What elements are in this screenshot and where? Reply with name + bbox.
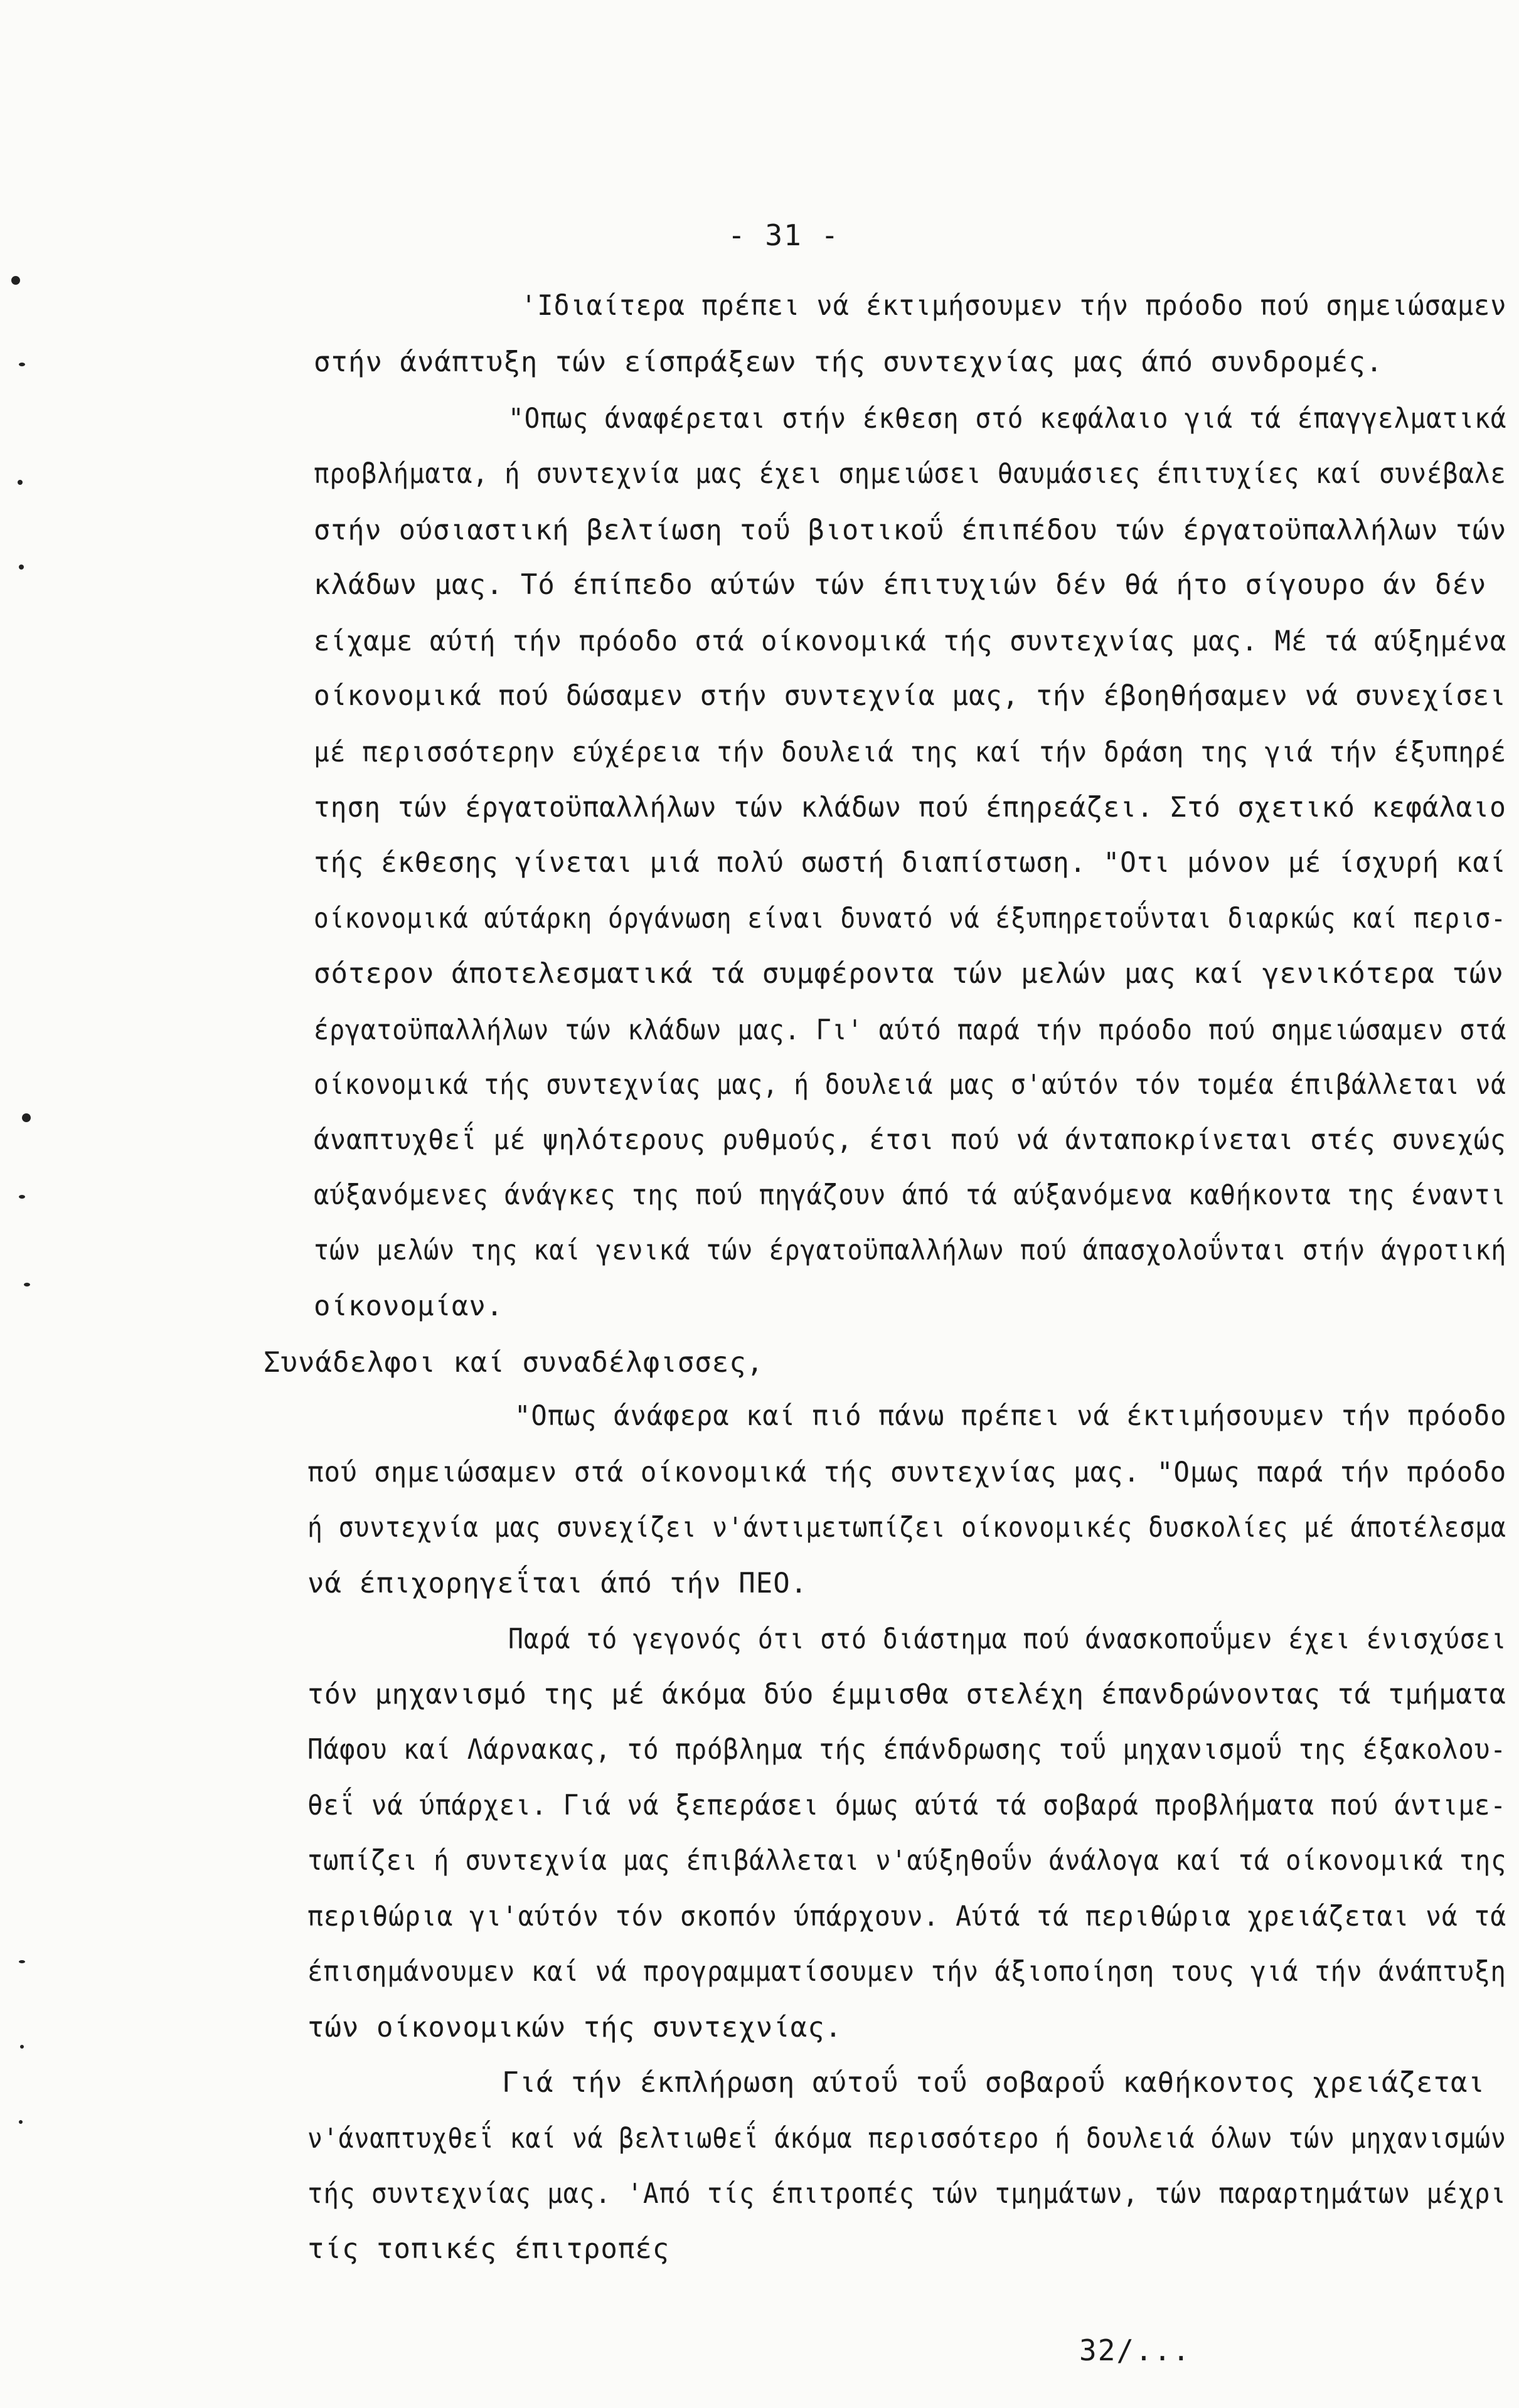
text-line: έργατοϋπαλλήλων τών κλάδων μας. Γι' αύτό παρά τήν πρόοδο πού σημειώσαμεν στά	[314, 1014, 1507, 1046]
text-line: θεΐ νά ύπάρχει. Γιά νά ξεπεράσει όμως αύτά τά σοβαρά προβλήματα πού άντιμε-	[307, 1790, 1506, 1822]
margin-speck	[19, 363, 25, 366]
continuation-marker: 32/...	[1079, 2333, 1191, 2367]
text-line: "Οπως άνάφερα καί πιό πάνω πρέπει νά έκτιμήσουμεν τήν πρόοδο	[514, 1400, 1507, 1432]
margin-speck	[18, 480, 23, 485]
margin-speck	[19, 565, 24, 570]
text-line: τής έκθεσης γίνεται μιά πολύ σωστή διαπίστωση. "Οτι μόνον μέ ίσχυρή καί	[314, 847, 1506, 879]
text-line: οίκονομικά αύτάρκη όργάνωση είναι δυνατό νά έξυπηρετοΰνται διαρκώς καί περισ-	[314, 903, 1506, 935]
text-line: τών μελών της καί γενικά τών έργατοϋπαλλήλων πού άπασχολοΰνται στήν άγροτική	[314, 1234, 1507, 1266]
text-line: άναπτυχθεΐ μέ ψηλότερους ρυθμούς, έτσι πού νά άνταποκρίνεται στές συνεχώς	[314, 1124, 1506, 1156]
text-line: "Οπως άναφέρεται στήν έκθεση στό κεφάλαιο γιά τά έπαγγελματικά	[508, 403, 1507, 435]
text-line: τών οίκονομικών τής συντεχνίας.	[307, 2012, 843, 2044]
text-line: Συνάδελφοι καί συναδέλφισσες,	[264, 1347, 764, 1379]
margin-speck	[20, 2045, 24, 2049]
margin-speck	[11, 276, 20, 285]
margin-speck	[24, 1283, 30, 1286]
text-line: στήν ούσιαστική βελτίωση τοΰ βιοτικοΰ έπιπέδου τών έργατοϋπαλλήλων τών	[314, 514, 1507, 546]
text-line: έπισημάνουμεν καί νά προγραμματίσουμεν τήν άξιοποίηση τους γιά τήν άνάπτυξη	[307, 1956, 1506, 1988]
text-line: ή συντεχνία μας συνεχίζει ν'άντιμετωπίζει οίκονομικές δυσκολίες μέ άποτέλεσμα	[307, 1512, 1506, 1544]
text-line: ν'άναπτυχθεΐ καί νά βελτιωθεΐ άκόμα περισσότερο ή δουλειά όλων τών μηχανισμών	[307, 2123, 1506, 2155]
page-number: - 31 -	[728, 218, 840, 252]
text-line: τωπίζει ή συντεχνία μας έπιβάλλεται ν'αύξηθοΰν άνάλογα καί τά οίκονομικά της	[307, 1845, 1507, 1877]
text-line: αύξανόμενες άνάγκες της πού πηγάζουν άπό τά αύξανόμενα καθήκοντα της έναντι	[314, 1179, 1506, 1211]
text-line: πού σημειώσαμεν στά οίκονομικά τής συντεχνίας μας. "Ομως παρά τήν πρόοδο	[307, 1456, 1507, 1488]
text-line: Πάφου καί Λάρνακας, τό πρόβλημα τής έπάνδρωσης τοΰ μηχανισμοΰ της έξακολου-	[307, 1734, 1506, 1766]
text-line: 'Ιδιαίτερα πρέπει νά έκτιμήσουμεν τήν πρόοδο πού σημειώσαμεν	[521, 290, 1507, 322]
text-line: περιθώρια γι'αύτόν τόν σκοπόν ύπάρχουν. Αύτά τά περιθώρια χρειάζεται νά τά	[307, 1901, 1507, 1933]
margin-speck	[22, 1113, 31, 1122]
text-line: στήν άνάπτυξη τών είσπράξεων τής συντεχνίας μας άπό συνδρομές.	[314, 346, 1383, 378]
text-line: μέ περισσότερην εύχέρεια τήν δουλειά της καί τήν δράση της γιά τήν έξυπηρέ	[314, 736, 1507, 768]
text-line: είχαμε αύτή τήν πρόοδο στά οίκονομικά τής συντεχνίας μας. Μέ τά αύξημένα	[314, 625, 1507, 657]
text-line: νά έπιχορηγεΐται άπό τήν ΠΕΟ.	[307, 1567, 808, 1599]
text-line: προβλήματα, ή συντεχνία μας έχει σημειώσει θαυμάσιες έπιτυχίες καί συνέβαλε	[314, 458, 1506, 490]
text-line: οίκονομίαν.	[314, 1290, 504, 1322]
text-line: τής συντεχνίας μας. 'Από τίς έπιτροπές τών τμημάτων, τών παραρτημάτων μέχρι	[307, 2178, 1506, 2210]
margin-speck	[19, 2120, 23, 2124]
text-line: τηση τών έργατοϋπαλλήλων τών κλάδων πού έπηρεάζει. Στό σχετικό κεφάλαιο	[314, 792, 1506, 824]
text-line: κλάδων μας. Τό έπίπεδο αύτών τών έπιτυχιών δέν θά ήτο σίγουρο άν δέν	[314, 569, 1487, 601]
margin-speck	[19, 1960, 25, 1963]
margin-speck	[19, 1195, 25, 1199]
text-line: Παρά τό γεγονός ότι στό διάστημα πού άνασκοποΰμεν έχει ένισχύσει	[508, 1623, 1507, 1655]
text-line: τίς τοπικές έπιτροπές	[307, 2233, 670, 2265]
text-line: Γιά τήν έκπλήρωση αύτοΰ τοΰ σοβαροΰ καθήκοντος χρειάζεται	[502, 2067, 1485, 2099]
text-line: οίκονομικά τής συντεχνίας μας, ή δουλειά μας σ'αύτόν τόν τομέα έπιβάλλεται νά	[314, 1069, 1506, 1101]
text-line: τόν μηχανισμό της μέ άκόμα δύο έμμισθα στελέχη έπανδρώνοντας τά τμήματα	[307, 1679, 1506, 1711]
text-line: σότερον άποτελεσματικά τά συμφέροντα τών μελών μας καί γενικότερα τών	[314, 958, 1504, 990]
text-line: οίκονομικά πού δώσαμεν στήν συντεχνία μας, τήν έβοηθήσαμεν νά συνεχίσει	[314, 680, 1506, 712]
